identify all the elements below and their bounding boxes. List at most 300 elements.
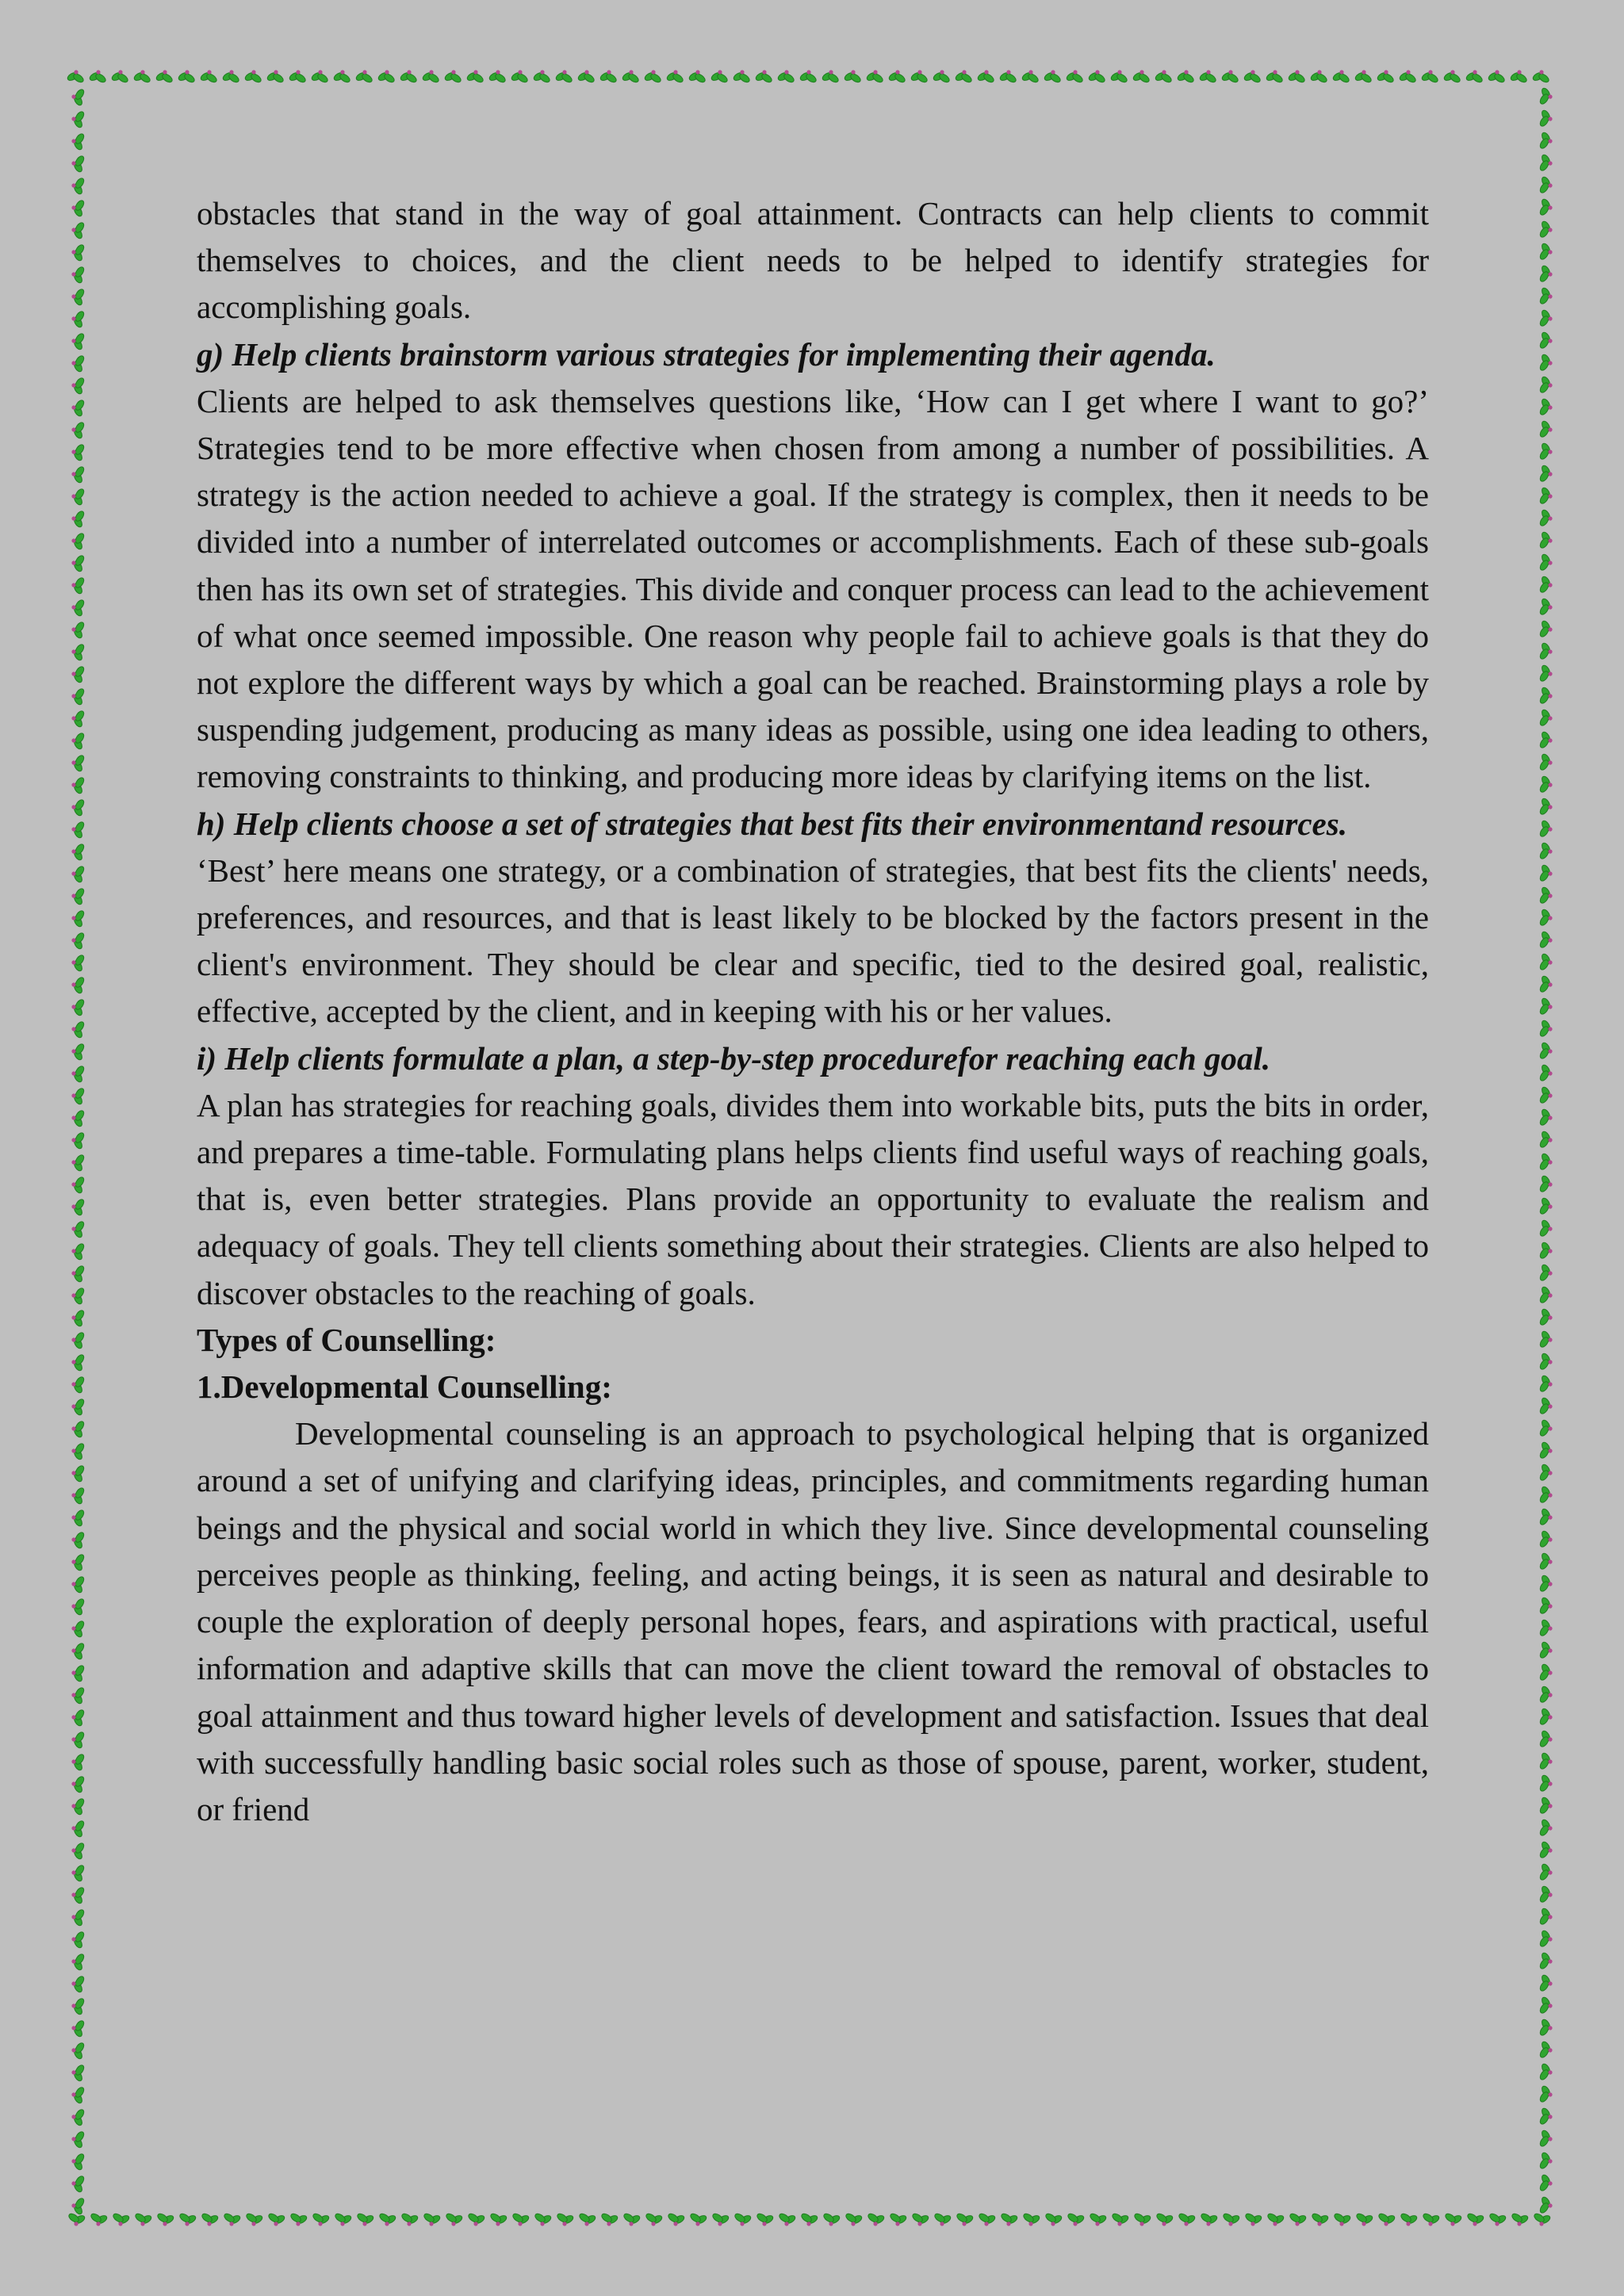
holly-leaf-icon	[223, 2212, 241, 2225]
holly-leaf-icon	[1538, 1131, 1552, 1149]
holly-leaf-icon	[71, 1531, 85, 1549]
holly-leaf-icon	[1538, 2152, 1552, 2170]
holly-leaf-icon	[201, 2212, 219, 2225]
holly-leaf-icon	[1538, 1353, 1552, 1371]
holly-leaf-icon	[911, 2212, 929, 2225]
holly-leaf-icon	[71, 510, 85, 528]
holly-leaf-icon	[778, 2212, 796, 2225]
holly-leaf-icon	[1538, 642, 1552, 660]
holly-leaf-icon	[1538, 1153, 1552, 1171]
holly-leaf-icon	[1538, 620, 1552, 638]
holly-leaf-icon	[71, 310, 85, 328]
holly-leaf-icon	[1538, 1885, 1552, 1904]
holly-leaf-icon	[90, 2212, 108, 2225]
holly-leaf-icon	[533, 70, 551, 83]
holly-leaf-icon	[245, 2212, 263, 2225]
holly-leaf-icon	[71, 488, 85, 506]
holly-leaf-icon	[1465, 70, 1484, 83]
holly-leaf-icon	[289, 2212, 308, 2225]
holly-leaf-icon	[1066, 70, 1084, 83]
holly-leaf-icon	[1443, 70, 1461, 83]
holly-leaf-icon	[1422, 2212, 1440, 2225]
holly-leaf-icon	[1444, 2212, 1462, 2225]
holly-leaf-icon	[1538, 975, 1552, 993]
holly-leaf-icon	[1533, 2212, 1551, 2225]
holly-leaf-icon	[71, 1131, 85, 1150]
holly-leaf-icon	[1538, 1441, 1552, 1460]
holly-leaf-icon	[489, 2212, 508, 2225]
holly-leaf-icon	[422, 70, 440, 83]
holly-leaf-icon	[71, 465, 85, 484]
holly-leaf-icon	[1377, 2212, 1396, 2225]
holly-leaf-icon	[71, 377, 85, 395]
holly-leaf-icon	[1538, 1552, 1552, 1571]
holly-leaf-icon	[71, 532, 85, 550]
holly-leaf-icon	[1466, 2212, 1484, 2225]
holly-leaf-icon	[71, 1598, 85, 1616]
holly-leaf-icon	[1200, 2212, 1218, 2225]
holly-leaf-icon	[756, 2212, 774, 2225]
holly-leaf-icon	[71, 710, 85, 728]
holly-leaf-icon	[71, 1553, 85, 1571]
holly-leaf-icon	[1538, 576, 1552, 594]
holly-leaf-icon	[1538, 598, 1552, 616]
holly-leaf-icon	[1044, 2212, 1063, 2225]
holly-leaf-icon	[155, 70, 174, 83]
holly-leaf-icon	[1538, 1686, 1552, 1704]
holly-leaf-icon	[1538, 709, 1552, 727]
holly-leaf-icon	[71, 1642, 85, 1660]
holly-leaf-icon	[1538, 1597, 1552, 1615]
holly-leaf-icon	[1538, 2019, 1552, 2037]
holly-leaf-icon	[955, 70, 973, 83]
holly-leaf-icon	[71, 1975, 85, 1993]
holly-leaf-icon	[1538, 1042, 1552, 1060]
holly-leaf-icon	[1538, 886, 1552, 905]
holly-leaf-icon	[1538, 220, 1552, 239]
holly-leaf-icon	[1538, 1197, 1552, 1215]
holly-leaf-icon	[71, 2175, 85, 2193]
holly-leaf-icon	[622, 2212, 641, 2225]
holly-leaf-icon	[1538, 132, 1552, 150]
holly-leaf-icon	[1538, 2174, 1552, 2192]
holly-leaf-icon	[200, 70, 218, 83]
holly-leaf-icon	[71, 1886, 85, 1904]
holly-leaf-icon	[71, 1487, 85, 1505]
heading-choose-strategies: h) Help clients choose a set of strategies that best fits their environmentand resources.	[197, 805, 1347, 842]
holly-leaf-icon	[71, 576, 85, 595]
holly-leaf-icon	[1538, 1219, 1552, 1238]
holly-leaf-icon	[1333, 2212, 1351, 2225]
holly-leaf-icon	[267, 2212, 285, 2225]
holly-leaf-icon	[71, 1353, 85, 1372]
holly-leaf-icon	[799, 70, 818, 83]
holly-leaf-icon	[71, 1309, 85, 1327]
holly-leaf-icon	[1538, 1086, 1552, 1104]
holly-leaf-icon	[1310, 70, 1328, 83]
holly-leaf-icon	[1538, 820, 1552, 838]
holly-leaf-icon	[134, 2212, 152, 2225]
holly-leaf-icon	[978, 2212, 996, 2225]
holly-leaf-icon	[1538, 465, 1552, 483]
holly-leaf-icon	[71, 1154, 85, 1172]
holly-leaf-icon	[1538, 1308, 1552, 1326]
holly-leaf-icon	[1044, 70, 1062, 83]
holly-leaf-icon	[111, 70, 129, 83]
holly-leaf-icon	[1538, 1064, 1552, 1082]
holly-leaf-icon	[244, 70, 262, 83]
holly-leaf-icon	[71, 1464, 85, 1483]
holly-leaf-icon	[444, 70, 462, 83]
holly-leaf-icon	[867, 2212, 885, 2225]
holly-leaf-icon	[1538, 1996, 1552, 2015]
holly-leaf-icon	[1089, 2212, 1107, 2225]
holly-leaf-icon	[71, 266, 85, 284]
holly-leaf-icon	[910, 70, 929, 83]
holly-leaf-icon	[1538, 420, 1552, 438]
holly-leaf-icon	[1538, 1264, 1552, 1282]
holly-leaf-icon	[1244, 2212, 1262, 2225]
holly-leaf-icon	[71, 199, 85, 217]
holly-leaf-icon	[1022, 2212, 1040, 2225]
holly-leaf-icon	[1538, 1330, 1552, 1349]
holly-leaf-icon	[1538, 1464, 1552, 1482]
holly-leaf-icon	[956, 2212, 974, 2225]
holly-leaf-icon	[1538, 87, 1552, 105]
holly-leaf-icon	[1155, 2212, 1174, 2225]
holly-leaf-icon	[71, 687, 85, 706]
holly-leaf-icon	[1510, 70, 1528, 83]
holly-leaf-icon	[1110, 70, 1128, 83]
holly-leaf-icon	[71, 976, 85, 994]
holly-leaf-icon	[1538, 798, 1552, 816]
holly-leaf-icon	[71, 643, 85, 661]
holly-leaf-icon	[777, 70, 795, 83]
holly-leaf-icon	[377, 70, 396, 83]
holly-leaf-icon	[1538, 931, 1552, 949]
holly-leaf-icon	[133, 70, 151, 83]
holly-leaf-icon	[933, 70, 951, 83]
holly-leaf-icon	[688, 70, 707, 83]
holly-leaf-icon	[112, 2212, 130, 2225]
holly-leaf-icon	[67, 70, 85, 83]
holly-leaf-icon	[1532, 70, 1550, 83]
holly-leaf-icon	[1538, 1641, 1552, 1659]
holly-leaf-icon	[71, 1842, 85, 1860]
holly-leaf-icon	[71, 1997, 85, 2015]
holly-leaf-icon	[71, 1931, 85, 1949]
holly-leaf-icon	[1399, 70, 1417, 83]
holly-leaf-icon	[71, 1420, 85, 1438]
holly-leaf-icon	[1377, 70, 1395, 83]
holly-leaf-icon	[1332, 70, 1350, 83]
holly-leaf-icon	[71, 132, 85, 151]
holly-leaf-icon	[488, 70, 507, 83]
holly-leaf-icon	[355, 70, 373, 83]
holly-leaf-icon	[977, 70, 995, 83]
holly-leaf-icon	[1354, 70, 1373, 83]
paragraph-plan: A plan has strategies for reaching goals, divides them into workable bits, puts the bits in order, and prepares a time-table. Formulating plans helps clients find useful ways of reaching goals, that is, even better strategies. Plans provide an opportunity to evaluate the realism and adequacy of goals. They tell clients something about their strategies. Clients are also helped to discover obstacles to the reaching of goals.	[197, 1086, 1429, 1311]
holly-leaf-icon	[71, 1442, 85, 1460]
holly-leaf-icon	[1538, 775, 1552, 794]
holly-leaf-icon	[1538, 1797, 1552, 1815]
holly-leaf-icon	[1400, 2212, 1418, 2225]
holly-leaf-icon	[178, 70, 196, 83]
holly-leaf-icon	[312, 2212, 330, 2225]
holly-leaf-icon	[466, 70, 485, 83]
holly-leaf-icon	[1311, 2212, 1329, 2225]
holly-leaf-icon	[71, 1176, 85, 1194]
holly-leaf-icon	[689, 2212, 707, 2225]
holly-leaf-icon	[600, 2212, 619, 2225]
holly-leaf-icon	[1021, 70, 1040, 83]
holly-leaf-icon	[71, 1775, 85, 1793]
holly-leaf-icon	[644, 70, 662, 83]
holly-leaf-icon	[1538, 2130, 1552, 2148]
holly-leaf-icon	[1538, 331, 1552, 350]
paragraph-obstacles: obstacles that stand in the way of goal attainment. Contracts can help clients to commit themselves to choices, and the client needs to be helped to identify strategies for accomplishing goals.	[197, 195, 1429, 326]
holly-leaf-icon	[71, 1376, 85, 1394]
holly-leaf-icon	[800, 2212, 818, 2225]
holly-leaf-icon	[71, 2064, 85, 2082]
holly-leaf-icon	[1178, 2212, 1196, 2225]
holly-leaf-icon	[1538, 2085, 1552, 2103]
holly-leaf-icon	[467, 2212, 485, 2225]
holly-leaf-icon	[845, 2212, 863, 2225]
holly-leaf-icon	[1538, 1863, 1552, 1881]
holly-leaf-icon	[1538, 953, 1552, 971]
holly-leaf-icon	[1538, 731, 1552, 749]
paragraph-brainstorming: Clients are helped to ask themselves questions like, ‘How can I get where I want to go?’ Strategies tend to be more effective when chosen from among a number of possibilities. A strategy is the action needed to achieve a goal. If the strategy is complex, then it needs to be divided into a number of interrelated outcomes or accomplishments. Each of these sub-goals then has its own set of strategies. This divide and conquer process can lead to the achievement of what once seemed impossible. One reason why people fail to achieve goals is that they do not explore the different ways by which a goal can be reached. Brainstorming plays a role by suspending judgement, producing as many ideas as possible, using one idea leading to others, removing constraints to thinking, and producing more ideas by clarifying items on the list.	[197, 382, 1429, 795]
holly-leaf-icon	[400, 2212, 419, 2225]
holly-leaf-icon	[89, 70, 107, 83]
holly-leaf-icon	[71, 554, 85, 572]
holly-leaf-icon	[71, 1398, 85, 1416]
holly-leaf-icon	[822, 70, 840, 83]
holly-leaf-icon	[71, 1065, 85, 1083]
holly-leaf-icon	[71, 332, 85, 350]
holly-leaf-icon	[556, 2212, 574, 2225]
holly-leaf-icon	[67, 2212, 86, 2225]
holly-leaf-icon	[1222, 2212, 1240, 2225]
holly-leaf-icon	[1538, 243, 1552, 261]
holly-leaf-icon	[71, 1043, 85, 1061]
holly-leaf-icon	[999, 70, 1017, 83]
holly-leaf-icon	[1538, 1108, 1552, 1127]
holly-leaf-icon	[1538, 1508, 1552, 1526]
holly-leaf-icon	[1538, 997, 1552, 1016]
holly-leaf-icon	[334, 2212, 352, 2225]
holly-leaf-icon	[1177, 70, 1195, 83]
holly-leaf-icon	[1088, 70, 1106, 83]
holly-leaf-icon	[71, 1242, 85, 1261]
holly-leaf-icon	[71, 1908, 85, 1927]
holly-leaf-icon	[71, 998, 85, 1016]
holly-leaf-icon	[71, 621, 85, 639]
holly-leaf-icon	[1538, 1242, 1552, 1260]
holly-leaf-icon	[1538, 1663, 1552, 1682]
holly-leaf-icon	[311, 70, 329, 83]
holly-leaf-icon	[1538, 664, 1552, 683]
holly-leaf-icon	[1132, 70, 1151, 83]
holly-leaf-icon	[1538, 354, 1552, 372]
holly-leaf-icon	[71, 776, 85, 794]
holly-leaf-icon	[71, 1753, 85, 1771]
heading-brainstorm-strategies: g) Help clients brainstorm various strategies for implementing their agenda.	[197, 335, 1216, 373]
holly-leaf-icon	[1538, 265, 1552, 283]
holly-leaf-icon	[71, 1575, 85, 1594]
holly-leaf-icon	[71, 155, 85, 173]
holly-leaf-icon	[71, 1020, 85, 1039]
holly-leaf-icon	[71, 1198, 85, 1216]
holly-leaf-icon	[71, 821, 85, 839]
holly-leaf-icon	[1538, 1819, 1552, 1837]
holly-leaf-icon	[1538, 1375, 1552, 1393]
heading-formulate-plan: i) Help clients formulate a plan, a step-by-step procedurefor reaching each goal.	[197, 1039, 1271, 1077]
holly-leaf-icon	[1538, 1530, 1552, 1548]
holly-leaf-icon	[1538, 1397, 1552, 1415]
holly-leaf-icon	[71, 1686, 85, 1705]
holly-leaf-icon	[71, 2086, 85, 2104]
holly-leaf-icon	[71, 2130, 85, 2149]
holly-leaf-icon	[71, 887, 85, 905]
holly-leaf-icon	[1538, 909, 1552, 927]
holly-leaf-icon	[71, 1220, 85, 1238]
holly-leaf-icon	[378, 2212, 396, 2225]
holly-leaf-icon	[1067, 2212, 1085, 2225]
holly-leaf-icon	[400, 70, 418, 83]
holly-leaf-icon	[1538, 1774, 1552, 1793]
holly-leaf-icon	[156, 2212, 174, 2225]
holly-leaf-icon	[71, 1664, 85, 1682]
holly-leaf-icon	[71, 909, 85, 928]
holly-leaf-icon	[1355, 2212, 1373, 2225]
holly-leaf-icon	[266, 70, 285, 83]
holly-leaf-icon	[1538, 531, 1552, 549]
holly-leaf-icon	[1111, 2212, 1129, 2225]
holly-leaf-icon	[555, 70, 573, 83]
holly-leaf-icon	[71, 443, 85, 461]
holly-leaf-icon	[289, 70, 307, 83]
holly-leaf-icon	[71, 932, 85, 950]
holly-leaf-icon	[1538, 687, 1552, 705]
holly-leaf-icon	[71, 954, 85, 972]
holly-leaf-icon	[71, 2197, 85, 2215]
holly-leaf-icon	[844, 70, 862, 83]
holly-leaf-icon	[71, 798, 85, 817]
holly-leaf-icon	[178, 2212, 197, 2225]
holly-leaf-icon	[1538, 2063, 1552, 2081]
holly-leaf-icon	[1266, 70, 1284, 83]
holly-leaf-icon	[1538, 1841, 1552, 1859]
holly-leaf-icon	[1538, 509, 1552, 527]
holly-leaf-icon	[71, 865, 85, 883]
holly-leaf-icon	[71, 1087, 85, 1105]
holly-leaf-icon	[666, 70, 684, 83]
holly-leaf-icon	[71, 1287, 85, 1305]
holly-leaf-icon	[1538, 109, 1552, 128]
holly-leaf-icon	[711, 2212, 730, 2225]
holly-leaf-icon	[1538, 198, 1552, 216]
holly-leaf-icon	[1538, 1952, 1552, 1970]
holly-leaf-icon	[1511, 2212, 1529, 2225]
holly-leaf-icon	[1538, 753, 1552, 771]
holly-leaf-icon	[1538, 1730, 1552, 1748]
holly-leaf-icon	[733, 70, 751, 83]
holly-leaf-icon	[866, 70, 884, 83]
holly-leaf-icon	[71, 1953, 85, 1971]
holly-leaf-icon	[1243, 70, 1262, 83]
holly-leaf-icon	[1538, 398, 1552, 416]
holly-leaf-icon	[1538, 1286, 1552, 1304]
holly-leaf-icon	[1538, 376, 1552, 394]
holly-leaf-icon	[1221, 70, 1239, 83]
holly-leaf-icon	[1538, 2196, 1552, 2214]
holly-leaf-icon	[1266, 2212, 1285, 2225]
holly-leaf-icon	[1538, 176, 1552, 194]
holly-leaf-icon	[71, 2108, 85, 2126]
holly-leaf-icon	[71, 2019, 85, 2038]
holly-leaf-icon	[1538, 1974, 1552, 1992]
holly-leaf-icon	[71, 243, 85, 262]
holly-leaf-icon	[1000, 2212, 1018, 2225]
holly-leaf-icon	[1538, 1575, 1552, 1593]
holly-leaf-icon	[1199, 70, 1217, 83]
holly-leaf-icon	[71, 1864, 85, 1882]
holly-leaf-icon	[71, 1265, 85, 1283]
holly-leaf-icon	[1538, 1175, 1552, 1193]
holly-leaf-icon	[71, 399, 85, 417]
heading-types-of-counselling: Types of Counselling:	[197, 1321, 496, 1358]
holly-leaf-icon	[1538, 842, 1552, 860]
holly-leaf-icon	[1155, 70, 1173, 83]
document-body	[197, 190, 1429, 1833]
holly-leaf-icon	[1289, 2212, 1307, 2225]
holly-leaf-icon	[71, 288, 85, 306]
holly-leaf-icon	[445, 2212, 463, 2225]
holly-leaf-icon	[1538, 1020, 1552, 1038]
holly-leaf-icon	[1133, 2212, 1151, 2225]
holly-leaf-icon	[356, 2212, 374, 2225]
holly-leaf-icon	[1488, 70, 1506, 83]
holly-leaf-icon	[71, 2152, 85, 2171]
holly-leaf-icon	[222, 70, 240, 83]
holly-leaf-icon	[1538, 1486, 1552, 1504]
holly-leaf-icon	[755, 70, 773, 83]
holly-leaf-icon	[71, 843, 85, 861]
holly-leaf-icon	[71, 421, 85, 439]
holly-leaf-icon	[71, 732, 85, 750]
holly-leaf-icon	[1538, 2041, 1552, 2059]
holly-leaf-icon	[71, 1109, 85, 1127]
holly-leaf-icon	[889, 2212, 907, 2225]
holly-leaf-icon	[599, 70, 618, 83]
holly-leaf-icon	[1538, 1708, 1552, 1726]
holly-leaf-icon	[1538, 287, 1552, 305]
holly-leaf-icon	[71, 88, 85, 106]
holly-leaf-icon	[822, 2212, 841, 2225]
holly-leaf-icon	[1538, 1619, 1552, 1637]
holly-leaf-icon	[888, 70, 906, 83]
holly-leaf-icon	[71, 1709, 85, 1727]
holly-leaf-icon	[1538, 154, 1552, 172]
holly-leaf-icon	[71, 221, 85, 239]
holly-leaf-icon	[71, 665, 85, 683]
holly-leaf-icon	[71, 1797, 85, 1816]
holly-leaf-icon	[71, 354, 85, 373]
holly-leaf-icon	[578, 2212, 596, 2225]
holly-leaf-icon	[333, 70, 351, 83]
